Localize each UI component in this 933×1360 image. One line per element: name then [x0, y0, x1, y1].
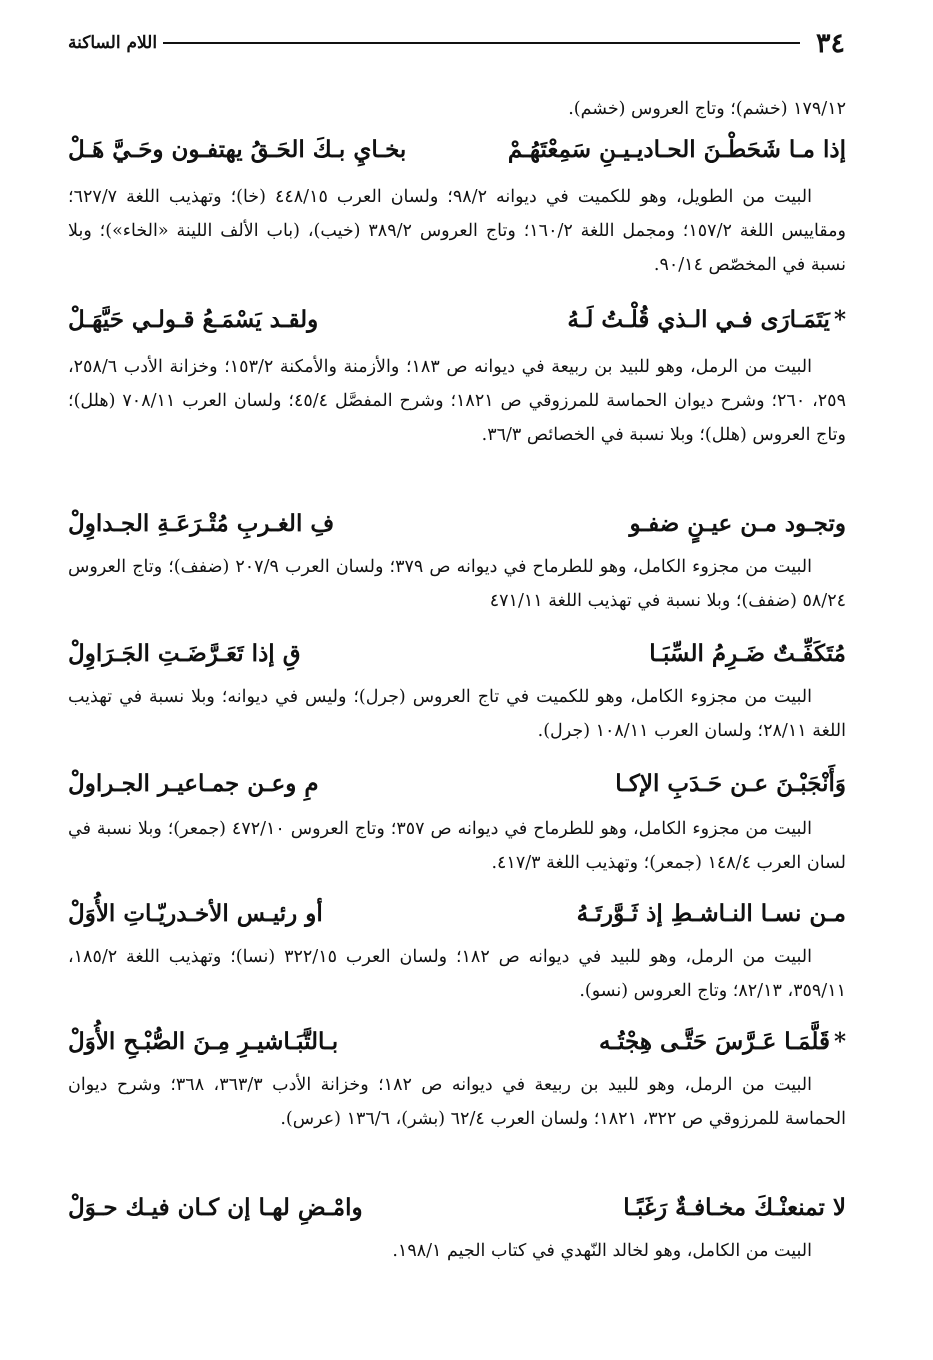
paragraph-text: البيت من مجزوء الكامل، وهو للكميت في تاج العروس (جرل)؛ وليس في ديوانه؛ وبلا نسبة في تهذيب اللغة ٢٨/١١؛ ولسان العرب ١٠٨/١١ (جرل). — [68, 687, 846, 741]
paragraph-text: البيت من الرمل، وهو للبيد بن ربيعة في ديوانه ص ١٨٢؛ وخزانة الأدب ٣٦٣/٣، ٣٦٨؛ وشرح ديوان الحماسة للمرزوقي ص ٣٢٢، ١٨٢١؛ ولسان العرب ٦٢/٤ (بشر)، ١٣٦/٦ (عرس). — [68, 1075, 846, 1129]
verse-first-hemistich: وَأَنْجَبْـنَ عـن حَـدَبِ الإكـا — [615, 770, 846, 797]
verse-first-hemistich: مُتَكَفِّـتٌ ضَـرِمُ السِّبَـا — [649, 640, 846, 667]
verse-first-hemistich: قَلَّمَـا عَـرَّسَ حَتَّـى هِجْتُـه — [599, 1028, 830, 1055]
verse-first-hemistich: مـن نسـا النـاشـطِ إذ ثَـوَّرتَـهُ — [576, 900, 846, 927]
verse-second-hemistich: أو رئيـس الأخـدريّـاتِ الأُوَلْ — [68, 900, 323, 927]
verse-second-hemistich: بـالتَّبَـاشيـرِ مِـنَ الصُّبْـحِ الأُوَلْ — [68, 1028, 339, 1055]
verse-line — [68, 770, 846, 797]
page-header — [68, 28, 845, 58]
verse-second-hemistich: فِ الغـربِ مُتْـرَعَـةِ الجـداوِلْ — [68, 510, 335, 537]
verse-line — [68, 1194, 846, 1221]
verse-first-hemistich: وتجـود مـن عيـنٍ ضفـو — [629, 510, 846, 537]
verse-line — [68, 510, 846, 537]
verse-line — [68, 136, 846, 163]
asterisk-marker: * — [833, 306, 846, 333]
paragraph-text: البيت من الرمل، وهو للبيد بن ربيعة في ديوانه ص ١٨٣؛ والأزمنة والأمكنة ١٥٣/٢؛ وخزانة الأدب ٢٥٨/٦، ٢٥٩، ٢٦٠؛ وشرح ديوان الحماسة للمرزوقي ص ١٨٢١؛ وشرح المفصَّل ٤٥/٤؛ ولسان العرب ٧٠٨/١١ (هلل)؛ وتاج العروس (هلل)؛ وبلا نسبة في الخصائص ٣٦/٣. — [68, 357, 846, 445]
verse-second-hemistich: ولقـد يَسْمَـعُ قـولـي حَيَّهَـلْ — [68, 306, 319, 333]
verse-line — [68, 640, 846, 667]
paragraph-text: البيت من الطويل، وهو للكميت في ديوانه ٩٨/٢؛ ولسان العرب ٤٤٨/١٥ (خا)؛ وتهذيب اللغة ٦٢٧/٧؛ ومقاييس اللغة ١٥٧/٢؛ ومجمل اللغة ١٦٠/٢؛ وتاج العروس ٣٨٩/٢ (خيب)، (باب الألف اللينة «الخاء»)؛ وبلا نسبة في المخصّص ٩٠/١٤. — [68, 187, 846, 275]
reference-paragraph — [68, 180, 846, 282]
asterisk-marker: * — [833, 1028, 846, 1055]
verse-second-hemistich: مِ وعـن جمـاعيـر الجـراولْ — [68, 770, 319, 797]
paragraph-text: البيت من الكامل، وهو لخالد النّهدي في كتاب الجيم ١٩٨/١. — [392, 1241, 812, 1261]
header-rule — [163, 42, 800, 44]
continuation-text — [68, 92, 846, 126]
running-title: اللام الساكنة — [68, 33, 158, 53]
verse-line — [68, 306, 846, 333]
verse-second-hemistich: وامْـضِ لهـا إن كـان فيـك حـوَلْ — [68, 1194, 363, 1221]
paragraph-text: ١٧٩/١٢ (خشم)؛ وتاج العروس (خشم). — [568, 99, 846, 119]
reference-paragraph — [68, 350, 846, 452]
paragraph-text: البيت من مجزوء الكامل، وهو للطرماح في ديوانه ص ٣٧٩؛ ولسان العرب ٢٠٧/٩ (ضفف)؛ وتاج العروس ٥٨/٢٤ (ضفف)؛ وبلا نسبة في تهذيب اللغة ٤٧١/١١ — [68, 557, 846, 611]
reference-paragraph — [68, 940, 846, 1008]
reference-paragraph — [68, 550, 846, 618]
verse-second-hemistich: قِ إذا تَعَـرَّضَـتِ الجَـرَاوِلْ — [68, 640, 301, 667]
reference-paragraph — [68, 1068, 846, 1136]
reference-paragraph — [68, 1234, 846, 1268]
page-number: ٣٤ — [815, 27, 845, 59]
verse-first-hemistich: إذا مـا شَحَطْـنَ الحـاديـيـنِ سَمِعْتَهُـمْ — [507, 136, 846, 163]
verse-first-hemistich: لا تمنعنْـكَ مخـافـةٌ رَغَبًـا — [623, 1194, 846, 1221]
verse-line — [68, 1028, 846, 1055]
reference-paragraph — [68, 680, 846, 748]
paragraph-text: البيت من مجزوء الكامل، وهو للطرماح في ديوانه ص ٣٥٧؛ وتاج العروس ٤٧٢/١٠ (جمعر)؛ وبلا نسبة في لسان العرب ١٤٨/٤ (جمعر)؛ وتهذيب اللغة ٤١٧/٣. — [68, 819, 846, 873]
verse-line — [68, 900, 846, 927]
reference-paragraph — [68, 812, 846, 880]
paragraph-text: البيت من الرمل، وهو للبيد في ديوانه ص ١٨٢؛ ولسان العرب ٣٢٢/١٥ (نسا)؛ وتهذيب اللغة ١٨٥/٢، ٣٥٩/١١، ٨٢/١٣؛ وتاج العروس (نسو). — [68, 947, 846, 1001]
verse-first-hemistich: يَتَمَـارَى فـي الـذي قُلْـتُ لَـهُ — [567, 306, 830, 333]
verse-second-hemistich: بخـايِ بـكَ الحَـقُ يهتفـون وحَـيَّ هَـلْ — [68, 136, 407, 163]
